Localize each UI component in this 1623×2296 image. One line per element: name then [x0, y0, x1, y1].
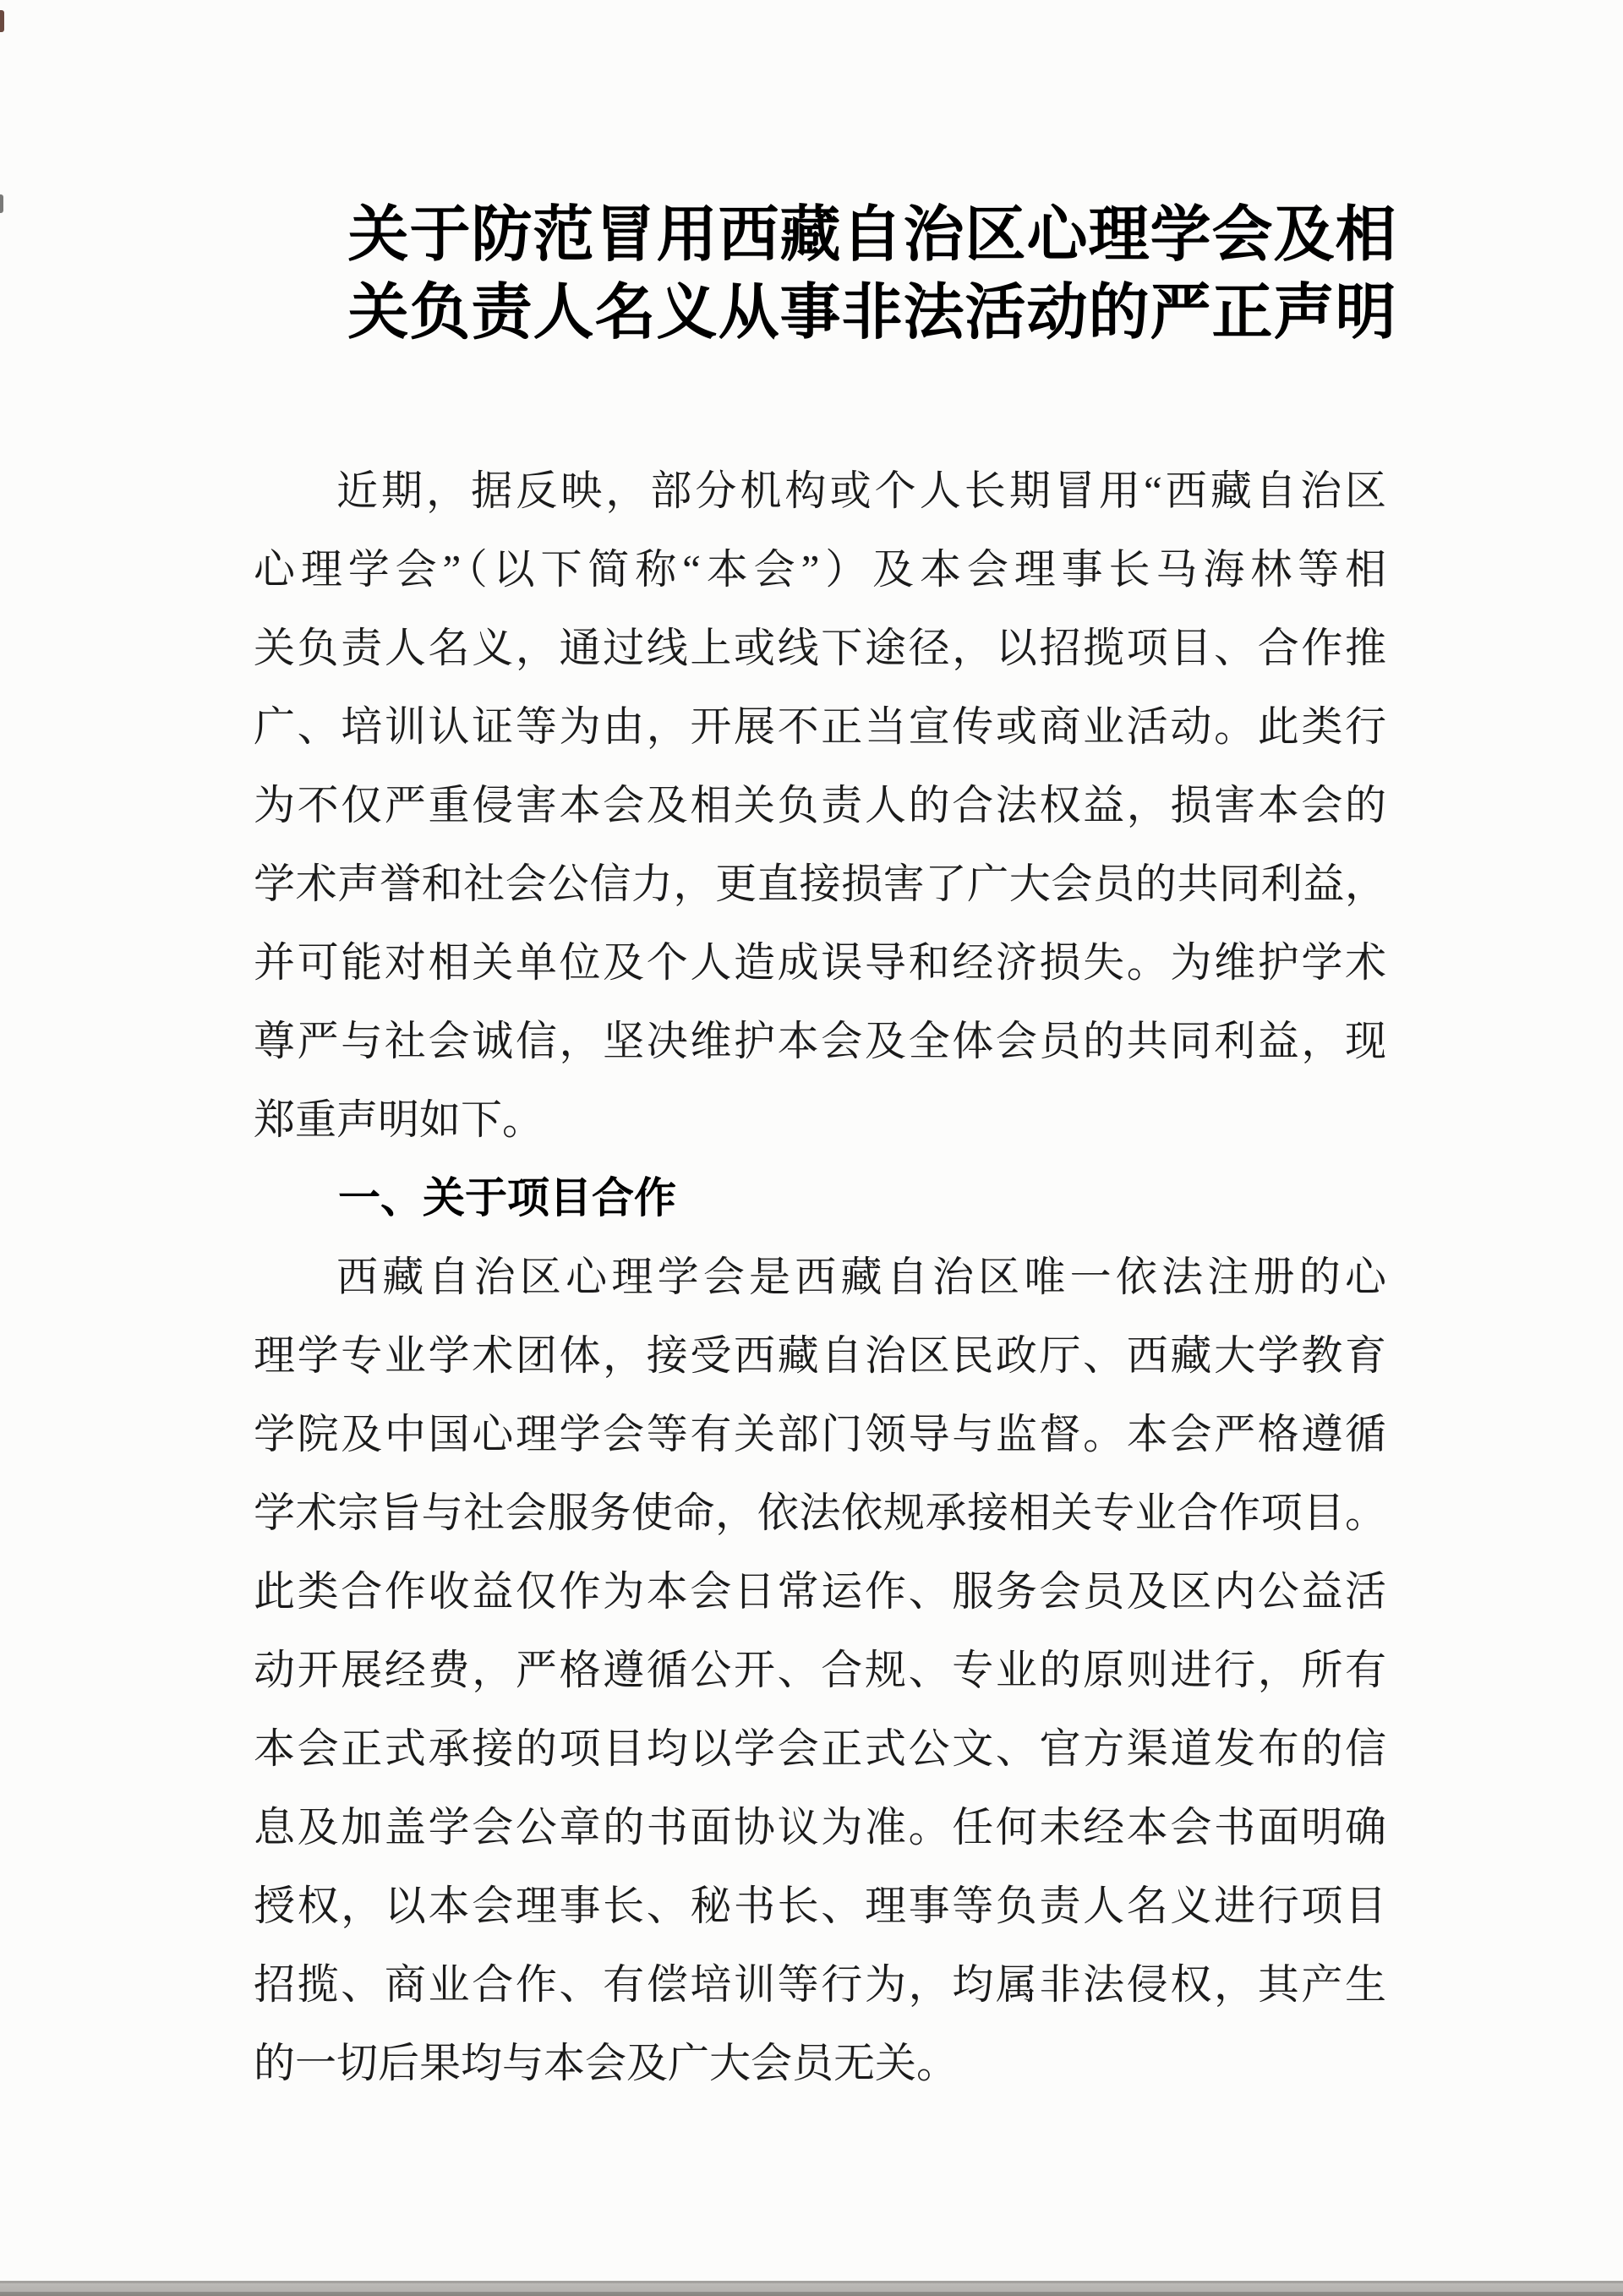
paragraph1-line: 心理学会”（以下简称“本会”）及本会理事长马海林等相 — [254, 546, 1386, 593]
document-body — [254, 451, 1386, 2102]
paragraph2-line: 息及加盖学会公章的书面协议为准。任何未经本会书面明确 — [254, 1804, 1386, 1850]
scanner-edge-artifact — [0, 2281, 1623, 2296]
paragraph2-line: 此类合作收益仅作为本会日常运作、服务会员及区内公益活 — [254, 1568, 1386, 1615]
paragraph2-line: 学院及中国心理学会等有关部门领导与监督。本会严格遵循 — [254, 1411, 1386, 1457]
paragraph2-line: 西藏自治区心理学会是西藏自治区唯一依法注册的心 — [336, 1254, 1386, 1300]
paragraph2-line: 招揽、商业合作、有偿培训等行为，均属非法侵权，其产生 — [254, 1961, 1386, 2008]
document-title-line-1: 关于防范冒用西藏自治区心理学会及相 — [347, 201, 1397, 269]
paragraph1-line: 近期，据反映，部分机构或个人长期冒用“西藏自治区 — [336, 467, 1386, 514]
paragraph1-line: 为不仅严重侵害本会及相关负责人的合法权益，损害本会的 — [254, 782, 1386, 828]
paragraph2-line: 的一切后果均与本会及广大会员无关。 — [254, 2040, 959, 2086]
scan-speck — [0, 194, 3, 213]
paragraph2-line: 本会正式承接的项目均以学会正式公文、官方渠道发布的信 — [254, 1725, 1386, 1772]
paragraph2-line: 授权，以本会理事长、秘书长、理事等负责人名义进行项目 — [254, 1883, 1386, 1929]
scan-speck — [0, 10, 4, 32]
paragraph1-line: 郑重声明如下。 — [254, 1096, 544, 1143]
paragraph2-line: 理学专业学术团体，接受西藏自治区民政厅、西藏大学教育 — [254, 1332, 1386, 1379]
paragraph1-line: 并可能对相关单位及个人造成误导和经济损失。为维护学术 — [254, 939, 1386, 986]
paragraph2-line: 动开展经费，严格遵循公开、合规、专业的原则进行，所有 — [254, 1647, 1386, 1693]
document-title-line-2: 关负责人名义从事非法活动的严正声明 — [347, 279, 1397, 347]
section-heading-project-cooperation: 一、关于项目合作 — [338, 1174, 676, 1222]
document-title — [254, 196, 1491, 352]
paragraph1-line: 学术声誉和社会公信力，更直接损害了广大会员的共同利益， — [254, 861, 1386, 907]
paragraph2-line: 学术宗旨与社会服务使命，依法依规承接相关专业合作项目。 — [254, 1490, 1386, 1536]
paragraph1-line: 尊严与社会诚信，坚决维护本会及全体会员的共同利益，现 — [254, 1018, 1386, 1064]
paragraph1-line: 关负责人名义，通过线上或线下途径，以招揽项目、合作推 — [254, 625, 1386, 671]
paragraph1-line: 广、培训认证等为由，开展不正当宣传或商业活动。此类行 — [254, 703, 1386, 750]
